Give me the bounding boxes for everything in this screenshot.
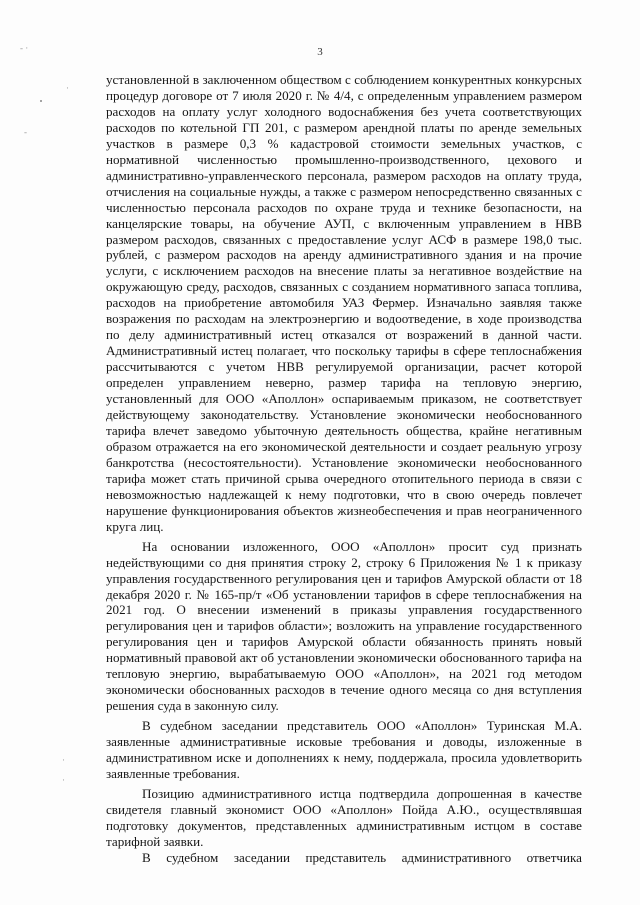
scan-artifact-mark: ‐ <box>24 127 27 137</box>
scan-artifact-mark: · <box>66 83 69 93</box>
document-body <box>106 72 582 866</box>
scan-artifact-mark: · <box>62 775 65 785</box>
paragraph: установленной в заключенном обществом с соблюдением конкурентных конкурсных процедур договоре от 7 июля 2020 г. № 4/4, с определенным управлением размером расходов на оплату услуг холодного водоснабжения без учета соответствующих расходов по котельной ГП 201, с размером арендной платы по аренде земельных участков в размере 0,3 % кадастровой стоимости земельных участков, с нормативной численностью промышленно-производственного, цехового и административно-управленческого персонала, размером расходов на оплату труда, отчисления на социальные нужды, а также с размером непосредственно связанных с численностью персонала расходов по охране труда и технике безопасности, на канцелярские товары, на обучение АУП, с включенным управлением в НВВ размером расходов, связанных с предоставление услуг АСФ в размере 198,0 тыс. рублей, с размером расходов на аренду административного здания и на прочие услуги, с исключением расходов на внесение платы за негативное воздействие на окружающую среду, расходов, связанных с созданием нормативного запаса топлива, расходов на приобретение автомобиля УАЗ Фермер. Изначально заявляя также возражения по расходам на электроэнергию и водоотведение, в ходе производства по делу административный истец отказался от возражений в данной части. Административный истец полагает, что поскольку тарифы в сфере теплоснабжения рассчитываются с учетом НВВ регулируемой организации, расчет которой определен управлением неверно, размер тарифа на тепловую энергию, установленный для ООО «Аполлон» оспариваемым приказом, не соответствует действующему законодательству. Установление экономически необоснованного тарифа влечет заведомо убыточную деятельность общества, крайне негативным образом отражается на его экономической деятельности и создает реальную угрозу банкротства (несостоятельности). Установление экономически необоснованного тарифа может стать причиной срыва очередного отопительного периода в связи с невозможностью надлежащей к нему подготовки, что в свою очередь повлечет нарушение функционирования объектов жизнеобеспечения и прав неограниченного круга лиц. <box>106 72 582 534</box>
paragraph: Позицию административного истца подтвердила допрошенная в качестве свидетеля главный экономист ООО «Аполлон» Пойда А.Ю., осуществлявшая подготовку документов, представленных административным истцом в составе тарифной заявки. <box>106 785 582 849</box>
scan-artifact-dot <box>40 100 42 102</box>
page-number: 3 <box>317 46 323 58</box>
paragraph: На основании изложенного, ООО «Аполлон» просит суд признать недействующими со дня принятия строку 2, строку 6 Приложения № 1 к приказу управления государственного регулирования цен и тарифов Амурской области от 18 декабря 2020 г. № 165-пр/т «Об установлении тарифов в сфере теплоснабжения на 2021 год. О внесении изменений в приказы управления государственного регулирования цен и тарифов области»; возложить на управление государственного регулирования цен и тарифов Амурской области обязанность принять новый нормативный правовой акт об установлении экономически обоснованного тарифа на тепловую энергию, вырабатываемую ООО «Аполлон», на 2021 год методом экономически обоснованных расходов в течение одного месяца со дня вступления решения суда в законную силу. <box>106 538 582 714</box>
scan-artifact-mark: ‐ · <box>20 43 29 53</box>
paragraph: В судебном заседании представитель административного ответчика <box>142 849 582 865</box>
paragraph: В судебном заседании представитель ООО «Аполлон» Туринская М.А. заявленные административные исковые требования и доводы, изложенные в административном иске и дополнениях к нему, поддержала, просила удовлетворить заявленные требования. <box>106 718 582 781</box>
scan-artifact-mark: · <box>62 755 65 765</box>
